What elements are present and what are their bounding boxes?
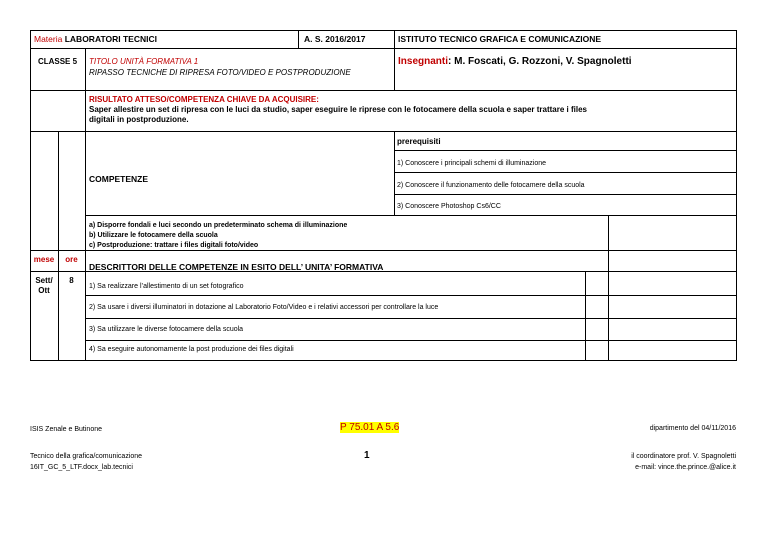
risultato-line2: digitali in postproduzione.: [89, 115, 189, 124]
table-rule: [85, 340, 736, 341]
risultato-title: RISULTATO ATTESO/COMPETENZA CHIAVE DA ACQUISIRE:: [89, 95, 319, 104]
table-rule: [30, 48, 736, 49]
footer-school: ISIS Zenale e Butinone: [30, 426, 102, 433]
sottotitolo-unita: RIPASSO TECNICHE DI RIPRESA FOTO/VIDEO E POSTPRODUZIONE: [89, 68, 351, 77]
mese-header: mese: [33, 255, 55, 264]
competenza-item: a) Disporre fondali e luci secondo un predeterminato schema di illuminazione: [89, 222, 348, 229]
table-rule: [585, 271, 586, 361]
insegnanti-cell: [398, 56, 734, 68]
footer-code: [340, 423, 430, 433]
table-rule: [394, 172, 736, 173]
table-rule: [30, 131, 736, 132]
istituto-name: ISTITUTO TECNICO GRAFICA E COMUNICAZIONE: [398, 34, 602, 44]
descrittore-item: 4) Sa eseguire autonomamente la post produzione dei files digitali: [89, 346, 294, 353]
table-rule: [736, 30, 737, 361]
table-rule: [85, 215, 736, 216]
competenza-item: b) Utilizzare le fotocamere della scuola: [89, 232, 218, 239]
table-rule: [85, 318, 736, 319]
footer-coordinator: il coordinatore prof. V. Spagnoletti: [631, 453, 736, 460]
footer-department: dipartimento del 04/11/2016: [649, 425, 736, 432]
table-rule: [30, 30, 31, 361]
insegnanti-value: : M. Foscati, G. Rozzoni, V. Spagnoletti: [448, 56, 632, 67]
email-label: e-mail:: [635, 464, 659, 471]
mese-value: Sett/ Ott: [35, 276, 53, 295]
footer-email: [540, 463, 736, 473]
ore-header: ore: [65, 255, 78, 264]
footer-filename: 16IT_GC_5_LTF.docx_lab.tecnici: [30, 464, 133, 471]
table-rule: [608, 216, 609, 361]
prerequisito-item: 2) Conoscere il funzionamento delle fotocamere della scuola: [397, 182, 585, 189]
ore-value: 8: [69, 276, 74, 285]
anno-scolastico: A. S. 2016/2017: [304, 34, 366, 44]
email-link[interactable]: vince.the.prince.@alice.it: [658, 464, 736, 471]
descrittori-title: DESCRITTORI DELLE COMPETENZE IN ESITO DELL’ UNITA’ FORMATIVA: [89, 262, 384, 272]
table-rule: [30, 30, 736, 31]
materia-label: Materia: [34, 34, 63, 44]
table-rule: [30, 90, 736, 91]
page-number: 1: [364, 450, 370, 461]
competenze-title: COMPETENZE: [89, 174, 149, 184]
table-rule: [394, 194, 736, 195]
prerequisito-item: 1) Conoscere i principali schemi di illuminazione: [397, 160, 547, 167]
footer-code-text: P 75.01 A 5.6: [340, 422, 400, 433]
classe-label: CLASSE 5: [37, 57, 78, 66]
table-rule: [85, 48, 86, 361]
materia-cell: [34, 34, 294, 44]
table-rule: [85, 295, 736, 296]
materia-value: LABORATORI TECNICI: [64, 34, 157, 44]
descrittore-item: 3) Sa utilizzare le diverse fotocamere della scuola: [89, 326, 244, 333]
table-rule: [394, 150, 736, 151]
titolo-unita: TITOLO UNITÀ FORMATIVA 1: [89, 57, 199, 66]
prerequisito-item: 3) Conoscere Photoshop Cs6/CC: [397, 203, 501, 210]
risultato-line1: Saper allestire un set di ripresa con le luci da studio, saper eseguire le riprese con le fotocamere della scuola e saper trattare i files: [89, 105, 587, 114]
footer-course: Tecnico della grafica/comunicazione: [30, 453, 143, 460]
descrittore-item: 2) Sa usare i diversi illuminatori in dotazione al Laboratorio Foto/Video e i relativi accessori per controllare la luce: [89, 304, 439, 311]
descrittore-item: 1) Sa realizzare l’allestimento di un set fotografico: [89, 283, 244, 290]
prerequisiti-title: prerequisiti: [397, 137, 441, 146]
table-rule: [58, 131, 59, 361]
table-rule: [30, 360, 736, 361]
competenza-item: c) Postproduzione: trattare i files digitali foto/video: [89, 242, 259, 249]
insegnanti-label: Insegnanti: [398, 56, 449, 67]
table-rule: [394, 30, 395, 91]
table-rule: [298, 30, 299, 48]
table-rule: [394, 131, 395, 215]
